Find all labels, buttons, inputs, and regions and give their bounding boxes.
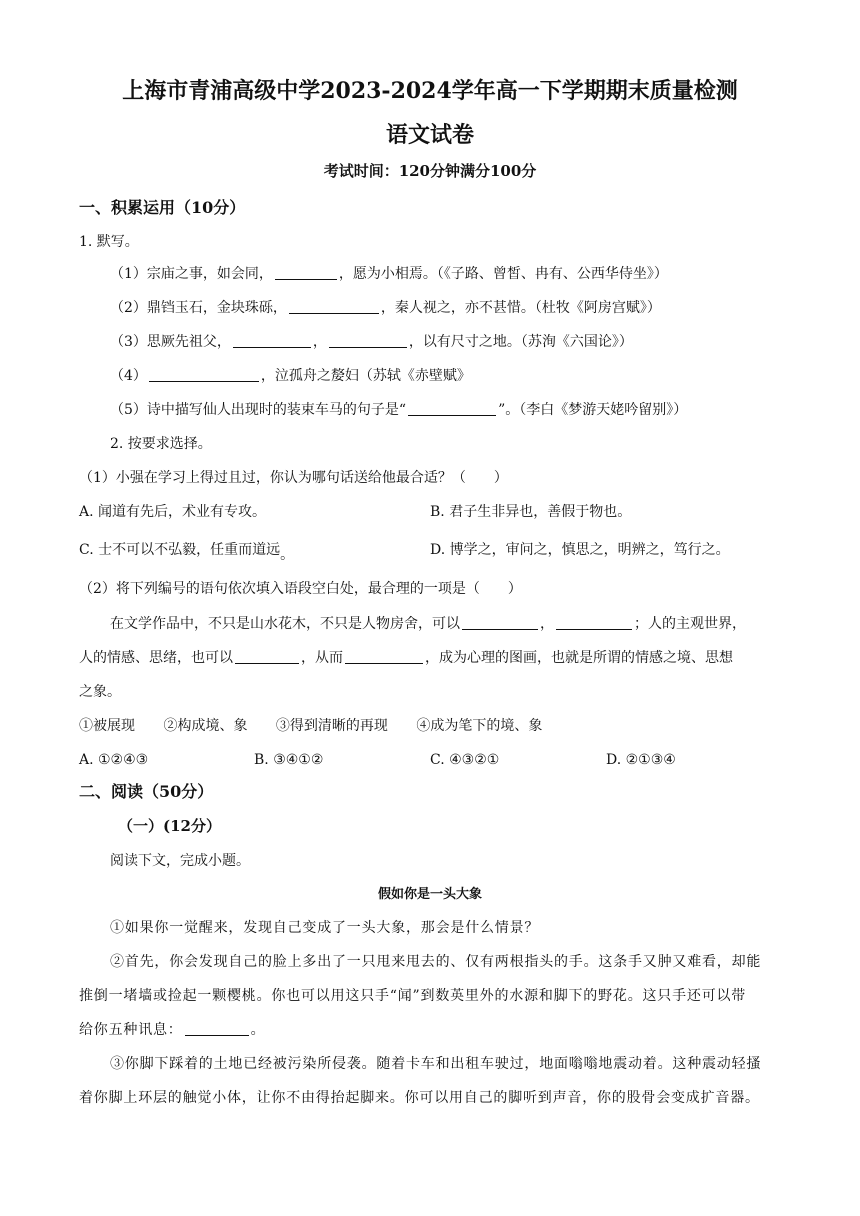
exam-subtitle: 语文试卷 <box>385 122 474 148</box>
answer-blank[interactable] <box>233 333 311 348</box>
answer-blank[interactable] <box>235 649 299 664</box>
essay-title: 假如你是一头大象 <box>377 887 482 902</box>
section-heading: 二、阅读（50分） <box>79 782 214 801</box>
dictation-item: （2）鼎铛玉石，金块珠砾， ，秦人视之，亦不甚惜。（杜牧《阿房宫赋》） <box>110 300 661 316</box>
essay-paragraph: 推倒一堵墙或捡起一颗樱桃。你也可以用这只手“闻”到数英里外的水源和脚下的野花。这只手还可以带 <box>79 988 747 1004</box>
instruction: 阅读下文，完成小题。 <box>110 853 250 869</box>
option-d[interactable]: D. ②①③④ <box>606 752 676 768</box>
dictation-item: （1）宗庙之事，如会同， ，愿为小相焉。（《子路、曾皙、冉有、公西华侍坐》） <box>110 266 668 282</box>
section-heading: 一、积累运用（10分） <box>79 198 246 217</box>
question-stem: 2. 按要求选择。 <box>110 436 212 452</box>
answer-blank[interactable] <box>556 615 632 630</box>
essay-paragraph: 给你五种讯息： 。 <box>79 1022 266 1038</box>
option-a[interactable]: A. 闻道有先后，术业有专攻。 <box>79 504 267 520</box>
passage-line: 在文学作品中，不只是山水花木，不只是人物房舍，可以 ， ；人的主观世界， <box>110 616 746 632</box>
dictation-item: （5）诗中描写仙人出现时的装束车马的句子是“ ”。（李白《梦游天姥吟留别》） <box>110 402 688 418</box>
exam-title: 上海市青浦高级中学2023-2024学年高一下学期期末质量检测 <box>122 78 738 104</box>
essay-paragraph: ③你脚下踩着的土地已经被污染所侵袭。随着卡车和出租车驶过，地面嗡嗡地震动着。这种震动轻搔 <box>110 1056 762 1072</box>
option-b[interactable]: B. 君子生非异也，善假于物也。 <box>430 504 632 520</box>
option-b[interactable]: B. ③④①② <box>254 752 324 768</box>
essay-paragraph: 着你脚上环层的触觉小体，让你不由得抬起脚来。你可以用自己的脚听到声音，你的股骨会变成扩音器。 <box>79 1090 760 1106</box>
answer-blank[interactable] <box>149 367 259 382</box>
dictation-item: （4） ，泣孤舟之嫠妇（苏轼《赤壁赋》 <box>110 368 471 384</box>
option-c[interactable]: C. ④③②① <box>430 752 500 768</box>
essay-paragraph: ②首先，你会发现自己的脸上多出了一只甩来甩去的、仅有两根指头的手。这条手又肿又难看，却能 <box>110 954 762 970</box>
option-a[interactable]: A. ①②④③ <box>79 752 149 768</box>
part-heading: （一）(12分） <box>118 817 221 835</box>
answer-blank[interactable] <box>329 333 407 348</box>
answer-blank[interactable] <box>345 649 423 664</box>
dictation-item: （3）思厥先祖父， ， ，以有尺寸之地。（苏洵《六国论》） <box>110 334 633 350</box>
answer-blank[interactable] <box>289 299 379 314</box>
choice-question: （1）小强在学习上得过且过，你认为哪句话送给他最合适？（ ） <box>79 470 508 486</box>
answer-blank[interactable] <box>462 615 538 630</box>
option-d[interactable]: D. 博学之，审问之，慎思之，明辨之，笃行之。 <box>430 542 730 558</box>
passage-line: 之象。 <box>79 684 121 700</box>
answer-blank[interactable] <box>408 401 496 416</box>
option-c[interactable]: C. 士不可以不弘毅，任重而道远。 <box>79 542 295 563</box>
phrase-list: ①被展现 ②构成境、象 ③得到清晰的再现 ④成为笔下的境、象 <box>79 718 543 734</box>
question-stem: 1. 默写。 <box>79 234 139 250</box>
passage-line: 人的情感、思绪，也可以 ，从而 ，成为心理的图画，也就是所谓的情感之境、思想 <box>79 650 733 666</box>
choice-question: （2）将下列编号的语句依次填入语段空白处，最合理的一项是（ ） <box>79 581 522 597</box>
essay-paragraph: ①如果你一觉醒来，发现自己变成了一头大象，那会是什么情景？ <box>110 920 540 936</box>
answer-blank[interactable] <box>185 1021 249 1036</box>
answer-blank[interactable] <box>275 265 337 280</box>
exam-info: 考试时间：120分钟满分100分 <box>323 162 537 180</box>
